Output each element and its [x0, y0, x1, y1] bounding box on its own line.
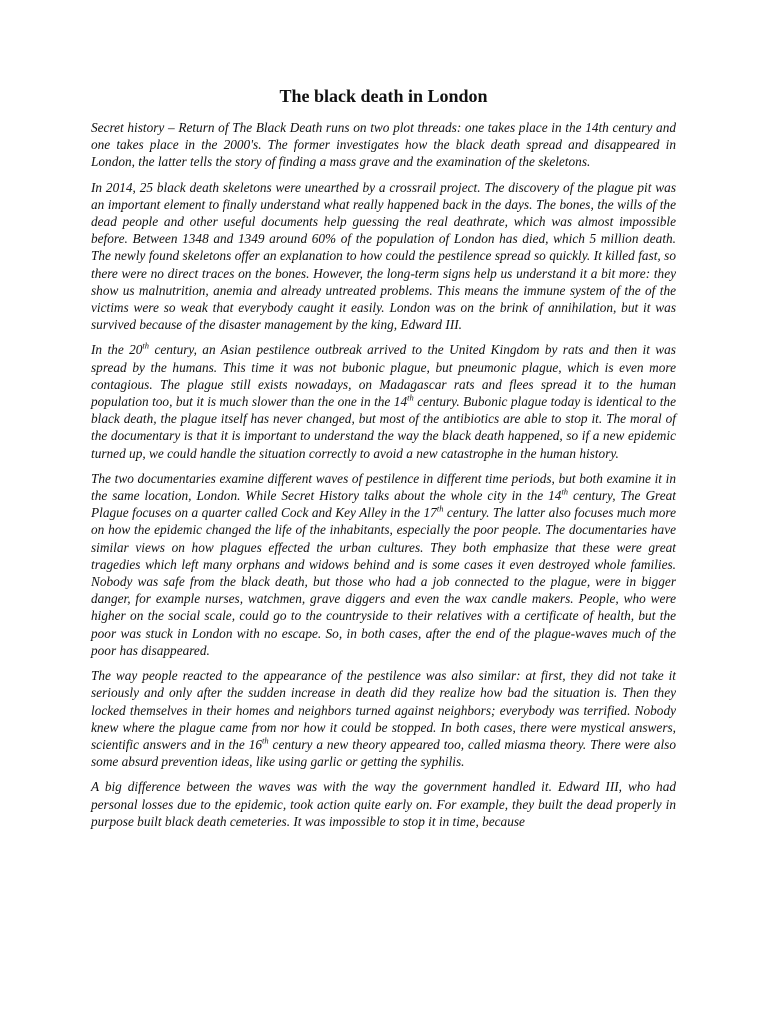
ordinal-superscript: th — [142, 341, 150, 352]
document-title: The black death in London — [279, 86, 488, 106]
paragraph-government-response: A big difference between the waves was with the way the government handled it. Edward III, who had personal losses due to the epidemic, took action quite early on. For example, they built the dead properly in purpose built black death cemeteries. It was impossible to stop it in time, because — [91, 779, 676, 829]
paragraph-public-reaction: The way people reacted to the appearance of the pestilence was also similar: at first, they did not take it seriously and only after the sudden increase in death did they realize how bad the situation is. Then they locked themselves in their homes and neighbors turned against neighbors; everybody was terrified. Nobody knew where the plague came from nor how it could be stopped. In both cases, there were mystical answers, scientific answers and in the 16th century a new theory appeared too, called miasma theory. There were also some absurd prevention ideas, like using garlic or getting the syphilis. — [91, 668, 677, 770]
paragraph-two-documentaries: The two documentaries examine different waves of pestilence in different time periods, but both examine it in the same location, London. While Secret History talks about the whole city in the 14th century, The Great Plague focuses on a quarter called Cock and Key Alley in the 17th century. The latter also focuses much more on how the epidemic changed the life of the inhabitants, especially the poor people. The documentaries have similar views on how plagues effected the urban cultures. They both emphasize that these were great tragedies which left many orphans and widows behind and is some cases it even destroyed whole families. Nobody was safe from the black death, but those who had a job connected to the plague, were in bigger danger, for example nurses, watchmen, grave diggers and even the wax candle makers. People, who were higher on the social scale, could go to the countryside to their relatives with a certificate of health, but the poor was stuck in London with no escape. So, in both cases, after the end of the plague-waves much of the poor has disappeared. — [91, 470, 676, 658]
ordinal-superscript: th — [561, 486, 569, 497]
ordinal-superscript: th — [262, 735, 269, 746]
ordinal-superscript: th — [436, 503, 444, 514]
paragraph-secret-history-intro: Secret history – Return of The Black Death runs on two plot threads: one takes place in the 14th century and one takes place in the 2000's. The former investigates how the black death spread and disappeared in London, the latter tells the story of finding a mass grave and the examination of the skeletons. — [91, 120, 676, 170]
ordinal-superscript: th — [407, 392, 414, 403]
paragraph-crossrail-skeletons: In 2014, 25 black death skeletons were unearthed by a crossrail project. The discovery of the plague pit was an important element to finally understand what really happened back in the days. The bones, the wills of the dead people and other useful documents help guessing the real deathrate, which was almost impossible before. Between 1348 and 1349 around 60% of the population of London has died, which 5 million death. The newly found skeletons offer an explanation to how could the pestilence spread so quickly. It killed fast, so there were no direct traces on the bones. However, the long-term signs help us understand it a bit more: they show us malnutrition, anemia and already untreated problems. This means the immune system of the of the victims were so weak that everybody caught it easily. London was on the brink of annihilation, but it was survived because of the disaster management by the king, Edward III. — [91, 179, 676, 333]
document-page — [91, 84, 676, 838]
paragraph-20th-century-outbreak: In the 20th century, an Asian pestilence outbreak arrived to the United Kingdom by rats and then it was spread by the humans. This time it was not bubonic plague, but pneumonic plague, which is even more contagious. The plague still exists nowadays, on Madagascar rats and flees spread it to the human population too, but it is much slower than the one in the 14th century. Bubonic plague today is identical to the black death, the plague itself has never changed, but most of the antibiotics are able to stop it. The moral of the documentary is that it is important to understand the way the black death happened, so if a new epidemic turned up, we could handle the situation correctly to avoid a new catastrophe in the human history. — [91, 341, 676, 461]
